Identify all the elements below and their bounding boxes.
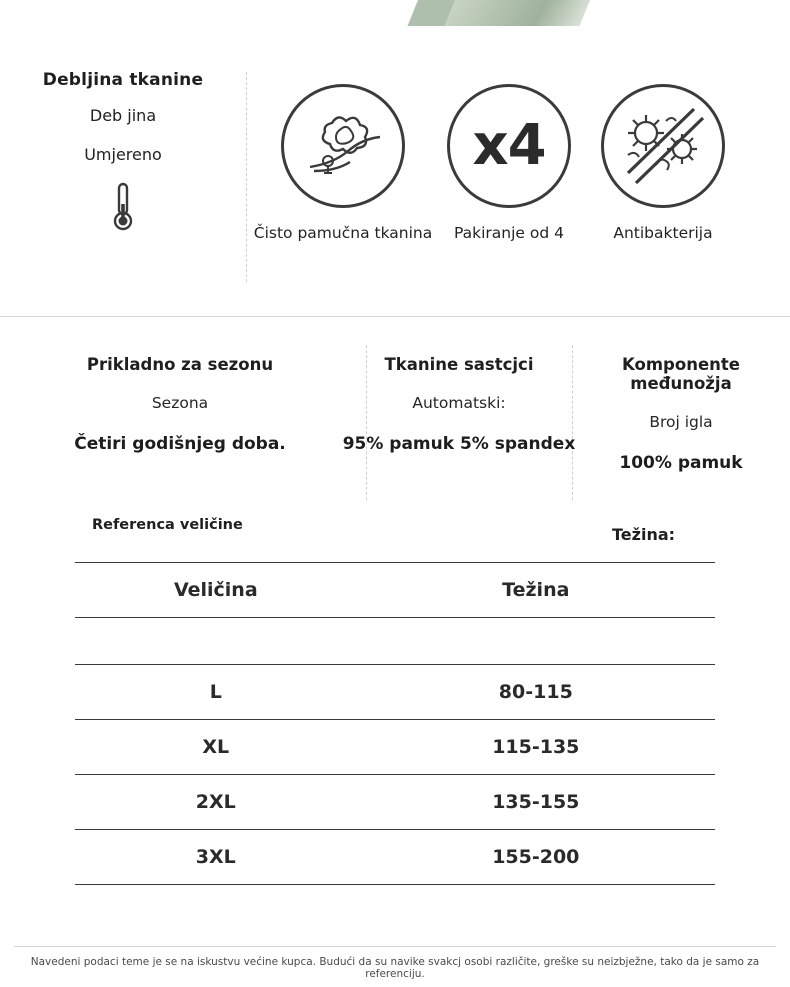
fabric-thickness-value: Umjereno [84, 145, 162, 164]
detail-composition-subtitle: Automatski: [412, 394, 506, 412]
decorative-top-band [0, 0, 790, 26]
table-spacer-cell-1 [75, 618, 357, 665]
fabric-details-section [0, 317, 790, 507]
detail-column-gusset [578, 355, 784, 474]
detail-gusset-subtitle: Broj igla [649, 413, 713, 431]
size-chart-table [75, 562, 715, 885]
table-cell-weight: 135-155 [357, 775, 715, 830]
cotton-flower-icon [281, 84, 405, 208]
table-header-weight: Težina [357, 563, 715, 618]
detail-gusset-title: Komponente međunožja [622, 355, 740, 393]
table-row [75, 665, 715, 720]
band-left-segment [0, 0, 430, 26]
detail-column-season [60, 355, 300, 455]
footer-disclaimer: Navedeni podaci teme je se na iskustvu većine kupca. Budući da su navike svakcj osobi različite, greške su neizbježne, tako da je samo za referenciju. [30, 956, 760, 980]
table-cell-weight: 80-115 [357, 665, 715, 720]
x4-icon [447, 84, 571, 208]
x4-text: x4 [472, 113, 546, 178]
table-row [75, 720, 715, 775]
detail-column-composition [326, 355, 592, 455]
feature-cotton-label: Čisto pamučna tkanina [253, 224, 433, 242]
table-cell-weight: 115-135 [357, 720, 715, 775]
feature-antibacterial [568, 84, 758, 243]
table-cell-size: L [75, 665, 357, 720]
antibacterial-icon [601, 84, 725, 208]
size-reference-label: Referenca veličine [92, 517, 243, 533]
table-row [75, 830, 715, 885]
detail-composition-title: Tkanine sastcjci [384, 355, 534, 374]
feature-pack-label: Pakiranje od 4 [453, 224, 564, 242]
detail-gusset-value: 100% pamuk [619, 453, 743, 473]
divider-vertical-1 [246, 72, 247, 282]
footer-divider [14, 946, 776, 947]
table-cell-size: XL [75, 720, 357, 775]
table-header-size: Veličina [75, 563, 357, 618]
table-cell-weight: 155-200 [357, 830, 715, 885]
fabric-thickness-subtitle: Deb jina [89, 106, 157, 125]
table-cell-size: 2XL [75, 775, 357, 830]
thermometer-icon [0, 180, 246, 234]
fabric-thickness-block [0, 70, 246, 234]
detail-season-value: Četiri godišnjeg doba. [74, 434, 286, 454]
fabric-features-section [0, 26, 790, 317]
band-right-segment [579, 0, 790, 26]
detail-composition-value: 95% pamuk 5% spandex [342, 434, 576, 454]
table-spacer-row [75, 618, 715, 665]
feature-cotton [248, 84, 438, 243]
table-spacer-cell-2 [357, 618, 715, 665]
weight-reference-label: Težina: [612, 525, 676, 544]
table-header-row [75, 563, 715, 618]
table-cell-size: 3XL [75, 830, 357, 885]
detail-season-title: Prikladno za sezonu [86, 355, 274, 374]
table-row [75, 775, 715, 830]
feature-antibacterial-label: Antibakterija [613, 224, 713, 242]
detail-season-subtitle: Sezona [151, 394, 209, 412]
fabric-thickness-title: Debljina tkanine [42, 70, 204, 90]
